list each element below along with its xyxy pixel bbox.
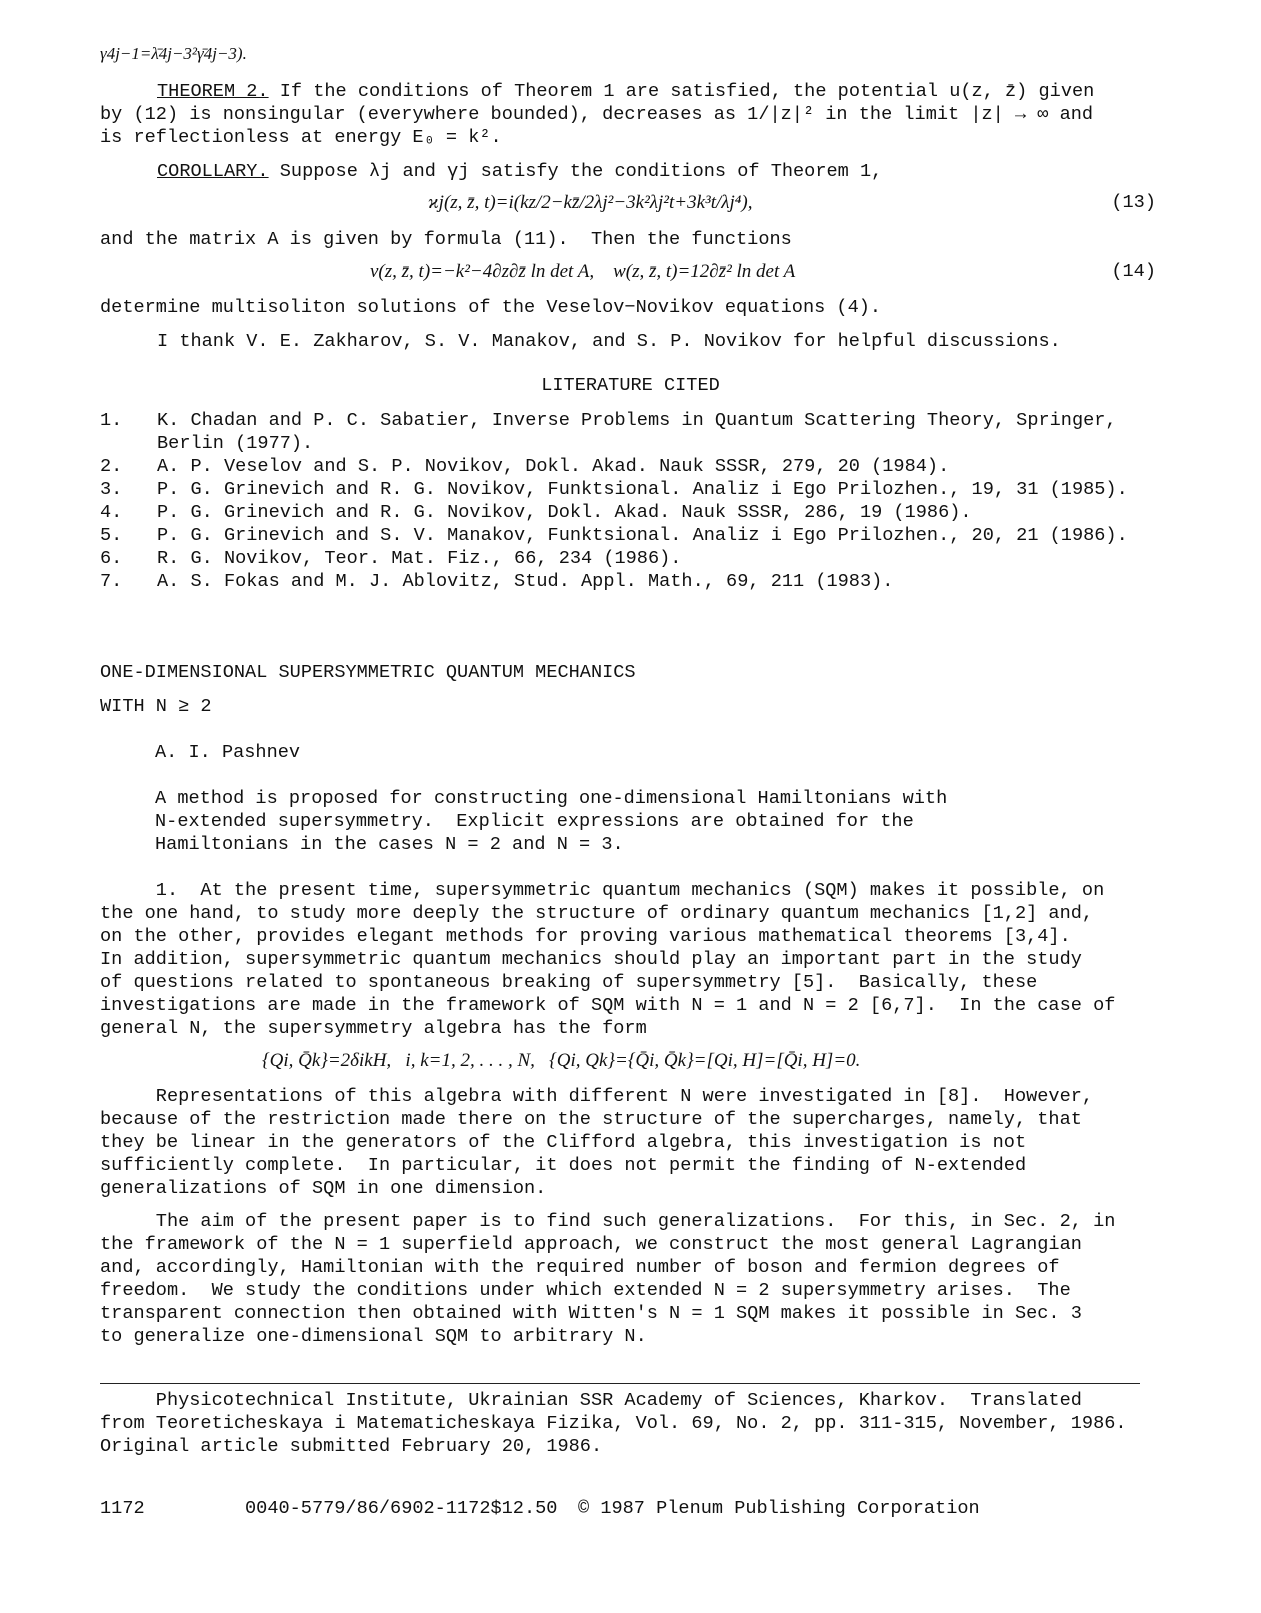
body-line: to generalize one-dimensional SQM to arbitrary N. <box>100 1326 647 1347</box>
footnote-line: Original article submitted February 20, 1986. <box>100 1436 603 1457</box>
reference-number: 3. <box>100 479 123 500</box>
reference-text: P. G. Grinevich and R. G. Novikov, Dokl. Akad. Nauk SSSR, 286, 19 (1986). <box>157 502 972 523</box>
corollary-line-1 <box>157 160 882 183</box>
reference-number: 6. <box>100 548 123 569</box>
equation-13-number: (13) <box>1111 192 1156 213</box>
corollary-line-3: determine multisoliton solutions of the Veselov−Novikov equations (4). <box>100 297 882 318</box>
corollary-text: Suppose λj and γj satisfy the conditions of Theorem 1, <box>268 161 883 182</box>
theorem-2-text: If the conditions of Theorem 1 are satisfied, the potential u(z, z̄) given <box>268 81 1095 102</box>
equation-14: v(z, z̄, t)=−k²−4∂z∂z̄ ln det A, w(z, z̄, t)=12∂z̄² ln det A <box>370 261 796 282</box>
body-line: The aim of the present paper is to find such generalizations. For this, in Sec. 2, in <box>100 1211 1116 1232</box>
equation-14-number: (14) <box>1111 261 1156 282</box>
page-number: 1172 <box>100 1498 145 1519</box>
abstract-line: A method is proposed for constructing one-dimensional Hamiltonians with <box>155 788 948 809</box>
reference-text: Berlin (1977). <box>157 433 314 454</box>
body-line: of questions related to spontaneous breaking of supersymmetry [5]. Basically, these <box>100 972 1038 993</box>
body-line: investigations are made in the framework of SQM with N = 1 and N = 2 [6,7]. In the case of <box>100 995 1116 1016</box>
body-line: the framework of the N = 1 superfield approach, we construct the most general Lagrangian <box>100 1234 1082 1255</box>
theorem-2-line-1 <box>157 80 1094 103</box>
body-line: on the other, provides elegant methods for proving various mathematical theorems [3,4]. <box>100 926 1071 947</box>
corollary-line-2: and the matrix A is given by formula (11). Then the functions <box>100 229 792 250</box>
footnote-line: from Teoreticheskaya i Matematicheskaya Fizika, Vol. 69, No. 2, pp. 311-315, November, 1986. <box>100 1413 1127 1434</box>
article-author: A. I. Pashnev <box>155 742 301 763</box>
body-line: they be linear in the generators of the Clifford algebra, this investigation is not <box>100 1132 1027 1153</box>
footnote-line: Physicotechnical Institute, Ukrainian SSR Academy of Sciences, Kharkov. Translated <box>100 1390 1082 1411</box>
body-line: because of the restriction made there on the structure of the supercharges, namely, that <box>100 1109 1082 1130</box>
equation-13: ϰj(z, z̄, t)=i(kz/2−kz̄/2λj²−3k²λj²t+3k³t/λj⁴), <box>428 192 753 213</box>
corollary-label: COROLLARY. <box>157 161 269 182</box>
reference-text: P. G. Grinevich and S. V. Manakov, Funktsional. Analiz i Ego Prilozhen., 20, 21 (1986). <box>157 525 1128 546</box>
body-line: 1. At the present time, supersymmetric quantum mechanics (SQM) makes it possible, on <box>100 880 1105 901</box>
body-line: sufficiently complete. In particular, it does not permit the finding of N-extended <box>100 1155 1027 1176</box>
article-code: 0040-5779/86/6902-1172$12.50 <box>245 1498 558 1519</box>
reference-number: 2. <box>100 456 123 477</box>
article-title-line-1: ONE-DIMENSIONAL SUPERSYMMETRIC QUANTUM MECHANICS <box>100 662 636 683</box>
body-line: In addition, supersymmetric quantum mechanics should play an important part in the study <box>100 949 1082 970</box>
abstract-line: N-extended supersymmetry. Explicit expressions are obtained for the <box>155 811 914 832</box>
body-line: and, accordingly, Hamiltonian with the required number of boson and fermion degrees of <box>100 1257 1060 1278</box>
body-line: the one hand, to study more deeply the structure of ordinary quantum mechanics [1,2] and, <box>100 903 1094 924</box>
reference-text: A. S. Fokas and M. J. Ablovitz, Stud. Appl. Math., 69, 211 (1983). <box>157 571 894 592</box>
body-line: transparent connection then obtained with Witten's N = 1 SQM makes it possible in Sec. 3 <box>100 1303 1082 1324</box>
reference-number: 5. <box>100 525 123 546</box>
theorem-2-label: THEOREM 2. <box>157 81 269 102</box>
body-line: Representations of this algebra with different N were investigated in [8]. However, <box>100 1086 1094 1107</box>
footnote-divider <box>100 1383 1140 1384</box>
body-line: freedom. We study the conditions under which extended N = 2 supersymmetry arises. The <box>100 1280 1071 1301</box>
literature-heading: LITERATURE CITED <box>541 375 720 396</box>
body-line: generalizations of SQM in one dimension. <box>100 1178 547 1199</box>
reference-text: P. G. Grinevich and R. G. Novikov, Funktsional. Analiz i Ego Prilozhen., 19, 31 (1985). <box>157 479 1128 500</box>
reference-text: A. P. Veselov and S. P. Novikov, Dokl. Akad. Nauk SSSR, 279, 20 (1984). <box>157 456 950 477</box>
theorem-2-line-2: by (12) is nonsingular (everywhere bounded), decreases as 1/|z|² in the limit |z| → ∞ and <box>100 104 1094 125</box>
abstract-line: Hamiltonians in the cases N = 2 and N = 3. <box>155 834 624 855</box>
supersymmetry-algebra-equation: {Qi, Q̄k}=2δikH, i, k=1, 2, . . . , N, {Qi, Qk}={Q̄i, Q̄k}=[Qi, H]=[Q̄i, H]=0. <box>262 1050 861 1071</box>
reference-text: K. Chadan and P. C. Sabatier, Inverse Problems in Quantum Scattering Theory, Springer, <box>157 410 1117 431</box>
reference-text: R. G. Novikov, Teor. Mat. Fiz., 66, 234 (1986). <box>157 548 682 569</box>
reference-number: 7. <box>100 571 123 592</box>
copyright-notice: © 1987 Plenum Publishing Corporation <box>578 1498 980 1519</box>
acknowledgment: I thank V. E. Zakharov, S. V. Manakov, and S. P. Novikov for helpful discussions. <box>157 331 1061 352</box>
body-line: general N, the supersymmetry algebra has the form <box>100 1018 647 1039</box>
article-title-line-2: WITH N ≥ 2 <box>100 696 212 717</box>
continued-equation: γ4j−1=λ̄4j−3²γ̄4j−3). <box>100 44 247 63</box>
theorem-2-line-3: is reflectionless at energy E₀ = k². <box>100 127 502 148</box>
reference-number: 4. <box>100 502 123 523</box>
reference-number: 1. <box>100 410 123 431</box>
